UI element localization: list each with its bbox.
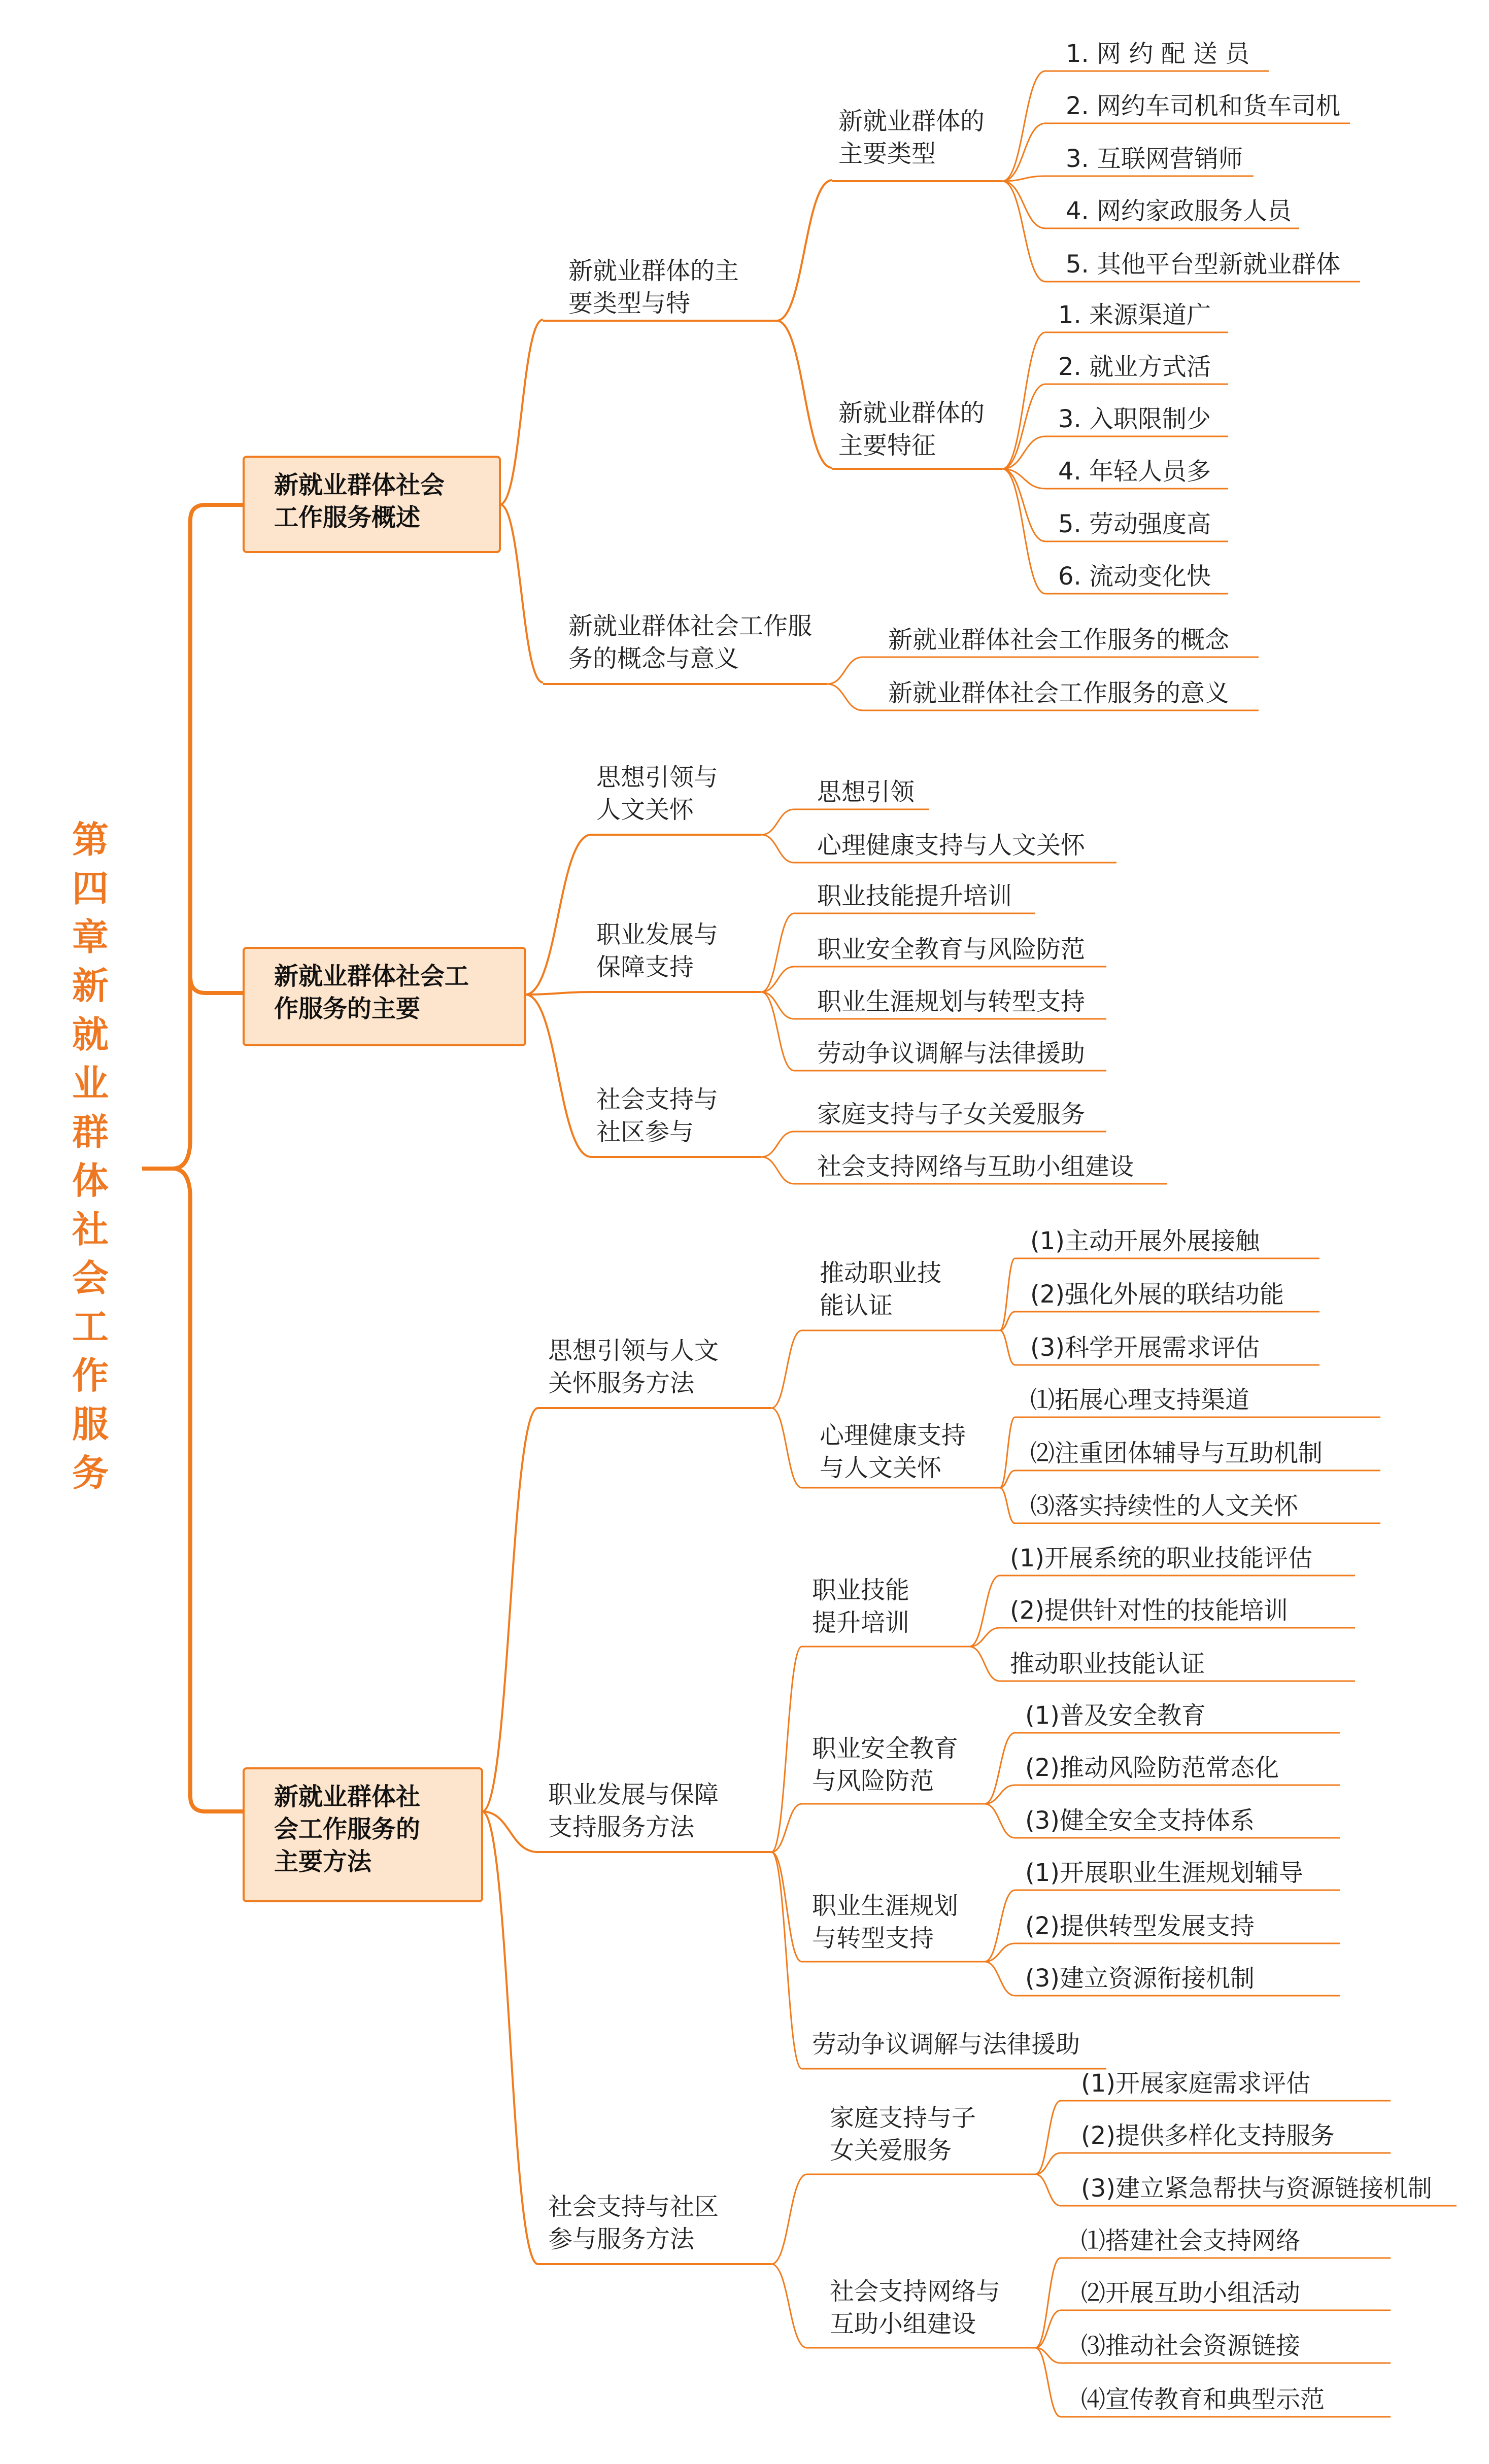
- s1-topic-2: 社会支持与社区参与: [596, 1085, 719, 1146]
- s2-edge-1: [482, 1811, 538, 1852]
- concept-edge-0: [827, 657, 863, 684]
- s2-1-2-edge-2: [985, 1962, 1015, 1996]
- s2-1-2-leaf-0: (1)开展职业生涯规划辅导: [1025, 1859, 1303, 1887]
- s2-0-1-edge-2: [1000, 1488, 1015, 1523]
- s2-1-node-0: 职业技能提升培训: [812, 1576, 910, 1637]
- s2-1-edge-3: [771, 1852, 802, 2069]
- s2-0-node-0: 推动职业技能认证: [820, 1259, 942, 1320]
- s2-0-node-1: 心理健康支持与人文关怀: [820, 1421, 966, 1482]
- s2-0-0-edge-2: [1000, 1330, 1015, 1365]
- type-item-2: 3. 互联网营销师: [1066, 145, 1243, 173]
- node-main-features: 新就业群体的主要特征: [838, 399, 985, 460]
- s2-0-0-leaf-0: (1)主动开展外展接触: [1030, 1227, 1260, 1255]
- root-brace-mid: [190, 977, 244, 1138]
- concept-item-0: 新就业群体社会工作服务的概念: [888, 626, 1230, 654]
- s2-2-edge-0: [771, 2174, 807, 2264]
- s2-1-0-edge-2: [969, 1647, 1000, 1681]
- s1-0-item-0: 思想引领: [817, 778, 915, 806]
- s1-1-item-3: 劳动争议调解与法律援助: [817, 1039, 1086, 1068]
- s1-1-edge-3: [761, 992, 794, 1071]
- s2-0-1-leaf-1: ⑵注重团体辅导与互助机制: [1030, 1439, 1323, 1467]
- s2-1-1-leaf-1: (2)推动风险防范常态化: [1025, 1754, 1279, 1782]
- feature-item-2: 3. 入职限制少: [1058, 405, 1211, 433]
- s2-topic-2: 社会支持与社区参与服务方法: [548, 2193, 719, 2253]
- s2-2-1-leaf-1: ⑵开展互助小组活动: [1081, 2279, 1301, 2307]
- s2-2-edge-1: [771, 2264, 807, 2348]
- s2-0-1-leaf-2: ⑶落实持续性的人文关怀: [1030, 1492, 1299, 1520]
- type-item-0: 1. 网 约 配 送 员: [1066, 40, 1250, 68]
- topic-concept-meaning: 新就业群体社会工作服务的概念与意义: [568, 612, 813, 673]
- s2-0-edge-0: [771, 1330, 802, 1408]
- s2-2-1-edge-1: [1035, 2310, 1061, 2348]
- s1-0-edge-1: [761, 835, 794, 863]
- s1-2-edge-0: [761, 1132, 794, 1157]
- s2-1-1-leaf-0: (1)普及安全教育: [1025, 1701, 1206, 1730]
- s1-edge-1: [525, 992, 591, 995]
- concept-edge-1: [827, 684, 863, 710]
- s1-topic-0: 思想引领与人文关怀: [596, 763, 719, 824]
- s2-1-0-leaf-1: (2)提供针对性的技能培训: [1010, 1596, 1288, 1625]
- s2-0-1-edge-0: [1000, 1417, 1015, 1488]
- root-brace-top: [173, 505, 244, 1169]
- s1-1-item-0: 职业技能提升培训: [817, 882, 1012, 910]
- s2-1-0-edge-0: [969, 1576, 1000, 1647]
- s2-1-node-3: 劳动争议调解与法律援助: [812, 2030, 1080, 2059]
- s2-2-0-leaf-2: (3)建立紧急帮扶与资源链接机制: [1081, 2174, 1432, 2203]
- s2-1-node-2: 职业生涯规划与转型支持: [812, 1892, 959, 1953]
- section-content-label: 新就业群体社会工作服务的主要: [274, 962, 469, 1023]
- s0-edge-1: [500, 504, 543, 682]
- s2-2-0-leaf-0: (1)开展家庭需求评估: [1081, 2069, 1310, 2098]
- s1-0-item-1: 心理健康支持与人文关怀: [817, 831, 1086, 860]
- s0c0-edge-1: [776, 321, 832, 468]
- s2-topic-0: 思想引领与人文关怀服务方法: [548, 1337, 719, 1397]
- s2-1-0-leaf-2: 推动职业技能认证: [1010, 1650, 1205, 1678]
- feature-item-3: 4. 年轻人员多: [1058, 457, 1211, 486]
- s1-edge-2: [525, 995, 591, 1157]
- s2-2-node-0: 家庭支持与子女关爱服务: [830, 2104, 976, 2165]
- s2-1-1-edge-0: [985, 1733, 1015, 1804]
- s1-1-item-1: 职业安全教育与风险防范: [817, 935, 1086, 964]
- concept-item-1: 新就业群体社会工作服务的意义: [888, 679, 1230, 707]
- s2-1-edge-2: [771, 1852, 802, 1962]
- s2-2-1-edge-3: [1035, 2348, 1061, 2417]
- types-edge-4: [1002, 181, 1045, 282]
- section-methods-label: 新就业群体社会工作服务的主要方法: [274, 1783, 421, 1876]
- type-item-3: 4. 网约家政服务人员: [1066, 197, 1292, 225]
- feature-item-0: 1. 来源渠道广: [1058, 301, 1211, 329]
- types-edge-1: [1002, 123, 1045, 181]
- root-title: 第四章新就业群体社会工作服务: [72, 818, 109, 1494]
- s2-topic-1: 职业发展与保障支持服务方法: [548, 1781, 719, 1841]
- s2-0-edge-1: [771, 1408, 802, 1488]
- type-item-4: 5. 其他平台型新就业群体: [1066, 250, 1341, 279]
- s1-2-item-1: 社会支持网络与互助小组建设: [817, 1152, 1134, 1181]
- s2-2-1-leaf-3: ⑷宣传教育和典型示范: [1081, 2385, 1325, 2414]
- s2-0-1-leaf-0: ⑴拓展心理支持渠道: [1030, 1386, 1250, 1414]
- s2-edge-2: [482, 1811, 538, 2264]
- s2-1-edge-0: [771, 1647, 802, 1852]
- s2-1-1-edge-2: [985, 1804, 1015, 1838]
- s2-2-1-leaf-0: ⑴搭建社会支持网络: [1081, 2227, 1301, 2255]
- s2-1-0-leaf-0: (1)开展系统的职业技能评估: [1010, 1544, 1312, 1572]
- root-brace-bottom: [173, 1169, 244, 1811]
- feature-item-1: 2. 就业方式活: [1058, 353, 1211, 381]
- s2-2-1-leaf-2: ⑶推动社会资源链接: [1081, 2332, 1301, 2360]
- s2-2-node-1: 社会支持网络与互助小组建设: [830, 2277, 1001, 2338]
- s2-2-0-edge-2: [1035, 2174, 1061, 2206]
- section-overview-label: 新就业群体社会工作服务概述: [274, 471, 445, 532]
- features-edge-0: [1002, 332, 1045, 469]
- s1-2-edge-1: [761, 1157, 794, 1184]
- s1-0-edge-0: [761, 809, 794, 835]
- s1-topic-1: 职业发展与保障支持: [596, 920, 719, 981]
- s2-1-1-leaf-2: (3)健全安全支持体系: [1025, 1806, 1255, 1835]
- feature-item-5: 6. 流动变化快: [1058, 562, 1211, 591]
- node-main-types: 新就业群体的主要类型: [838, 107, 985, 168]
- s2-1-2-leaf-1: (2)提供转型发展支持: [1025, 1912, 1255, 1940]
- s2-2-1-edge-0: [1035, 2258, 1061, 2348]
- s2-1-node-1: 职业安全教育与风险防范: [812, 1734, 959, 1795]
- topic-types-features: 新就业群体的主要类型与特: [568, 257, 739, 318]
- s0c0-edge-0: [776, 180, 832, 321]
- s2-edge-0: [482, 1408, 538, 1811]
- s0-edge-0: [500, 320, 543, 504]
- feature-item-4: 5. 劳动强度高: [1058, 510, 1211, 538]
- s2-1-2-edge-0: [985, 1890, 1015, 1962]
- types-edge-3: [1002, 181, 1045, 228]
- s2-1-2-leaf-2: (3)建立资源衔接机制: [1025, 1964, 1255, 1993]
- s2-0-0-leaf-1: (2)强化外展的联结功能: [1030, 1280, 1284, 1309]
- s1-1-item-2: 职业生涯规划与转型支持: [817, 987, 1086, 1016]
- s1-2-item-0: 家庭支持与子女关爱服务: [817, 1100, 1086, 1128]
- s2-0-0-leaf-2: (3)科学开展需求评估: [1030, 1333, 1260, 1362]
- s1-1-edge-2: [761, 992, 794, 1019]
- type-item-1: 2. 网约车司机和货车司机: [1066, 92, 1341, 120]
- s2-2-0-leaf-1: (2)提供多样化支持服务: [1081, 2121, 1335, 2150]
- s1-edge-0: [525, 835, 591, 995]
